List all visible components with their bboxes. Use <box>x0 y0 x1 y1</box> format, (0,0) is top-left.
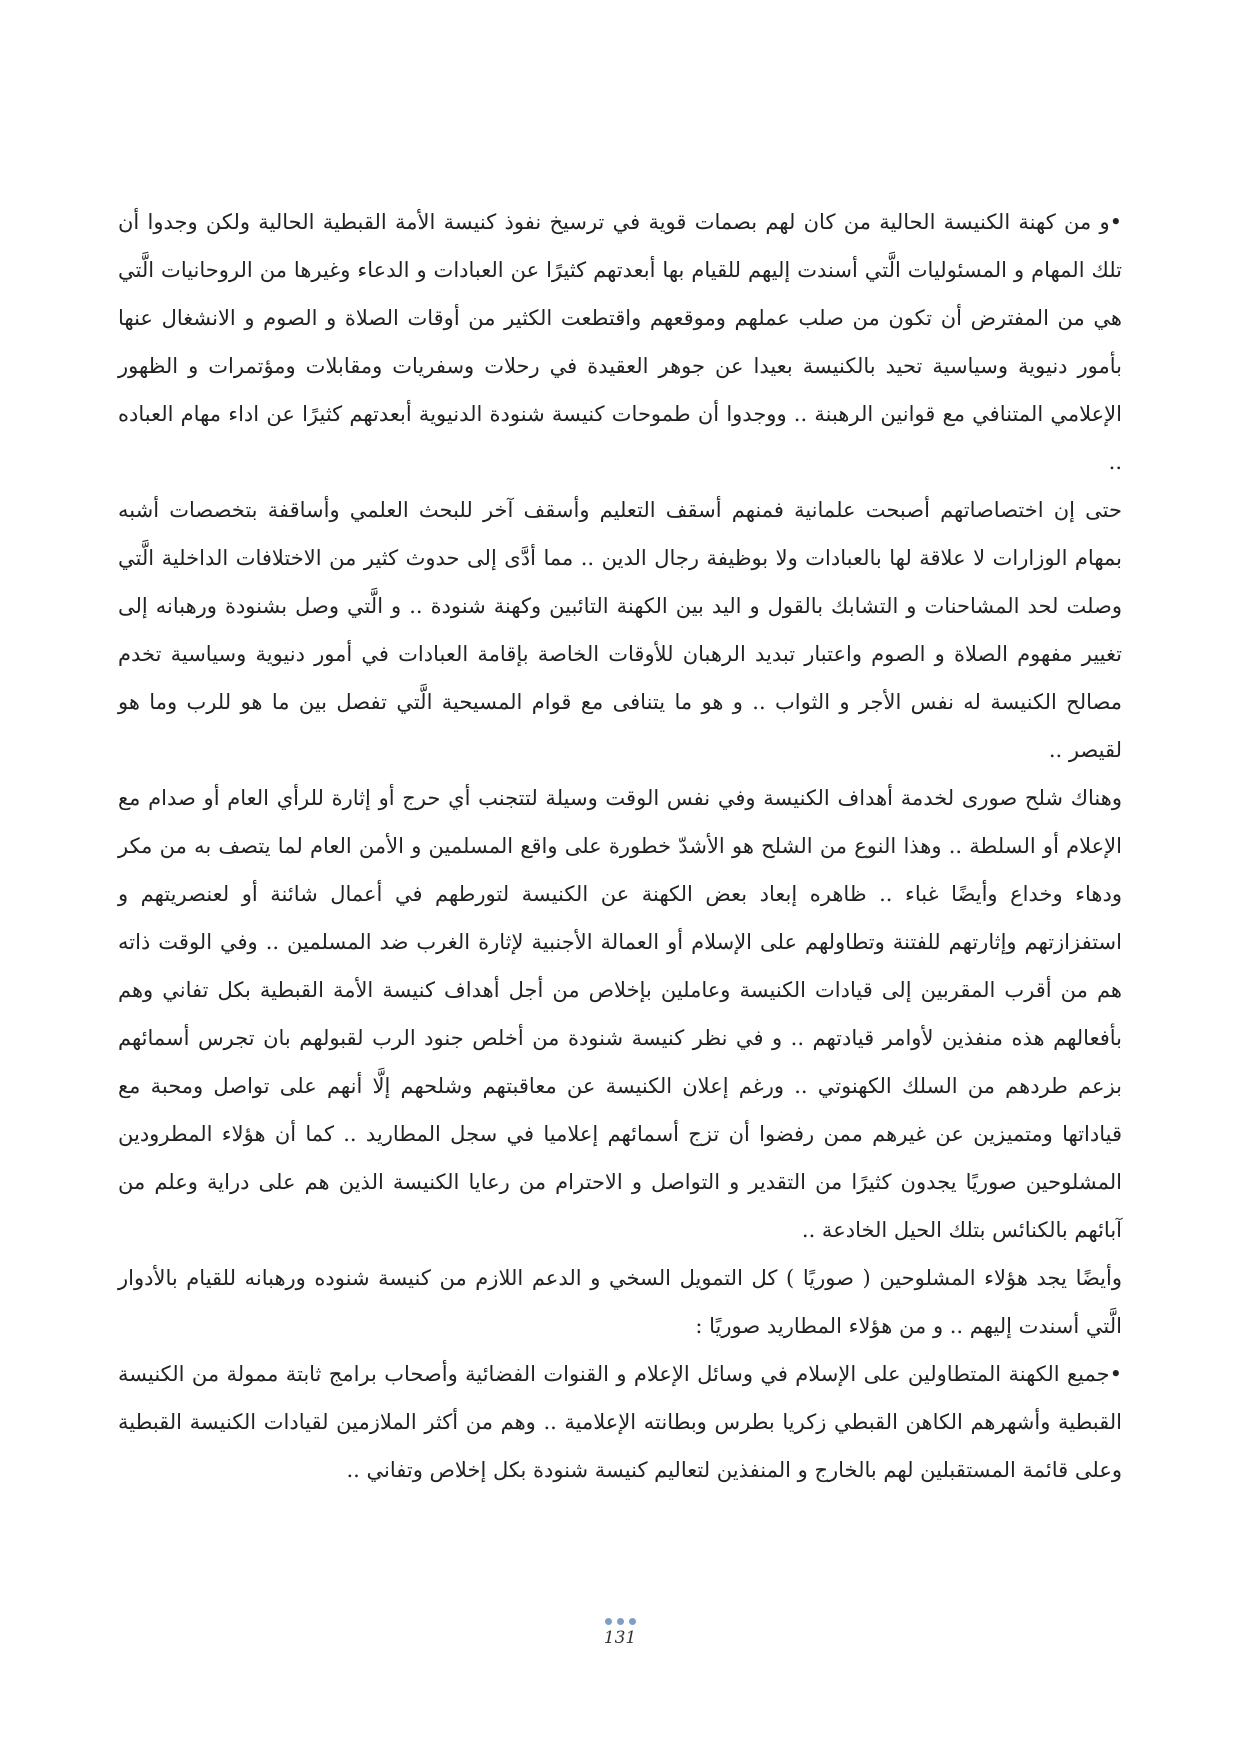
paragraph-3: وهناك شلح صورى لخدمة أهداف الكنيسة وفي نفس الوقت وسيلة لتتجنب أي حرج أو إثارة للرأي العام أو صدام مع الإعلام أو السلطة .. وهذا النوع من الشلح هو الأشدّ خطورة على واقع المسلمين و الأمن العام لما يتصف به من مكر ودهاء وخداع وأيضًا غباء .. ظاهره إبعاد بعض الكهنة عن الكنيسة لتورطهم في أعمال شائنة أو لعنصريتهم و استفزازتهم وإثارتهم للفتنة وتطاولهم على الإسلام أو العمالة الأجنبية لإثارة الغرب ضد المسلمين .. وفي الوقت ذاته هم من أقرب المقربين إلى قيادات الكنيسة وعاملين بإخلاص من أجل أهداف كنيسة الأمة القبطية بكل تفاني وهم بأفعالهم هذه منفذين لأوامر قيادتهم .. و في نظر كنيسة شنودة من أخلص جنود الرب لقبولهم بان تجرس أسمائهم بزعم طردهم من السلك الكهنوتي .. ورغم إعلان الكنيسة عن معاقبتهم وشلحهم إلَّا أنهم على تواصل ومحبة مع قياداتها ومتميزين عن غيرهم ممن رفضوا أن تزج أسمائهم إعلاميا في سجل المطاريد .. كما أن هؤلاء المطرودين المشلوحين صوريًا يجدون كثيرًا من التقدير و التواصل و الاحترام من رعايا الكنيسة الذين هم على دراية وعلم من آبائهم بالكنائس بتلك الحيل الخادعة .. <box>118 786 1122 1242</box>
paragraph-2: حتى إن اختصاصاتهم أصبحت علمانية فمنهم أسقف التعليم وأسقف آخر للبحث العلمي وأساقفة بتخصصات أشبه بمهام الوزارات لا علاقة لها بالعبادات ولا بوظيفة رجال الدين .. مما أدَّى إلى حدوث كثير من الاختلافات الداخلية الَّتي وصلت لحد المشاحنات و التشابك بالقول و اليد بين الكهنة التائبين وكهنة شنودة .. و الَّتي وصل بشنودة ورهبانه إلى تغيير مفهوم الصلاة و الصوم واعتبار تبديد الرهبان للأوقات الخاصة بإقامة العبادات في أمور دنيوية وسياسية تخدم مصالح الكنيسة له نفس الأجر و الثواب .. و هو ما يتنافى مع قوام المسيحية الَّتي تفصل بين ما هو للرب وما هو لقيصر .. <box>118 498 1122 762</box>
ornament-dots-icon <box>570 1616 670 1626</box>
paragraph-1: •و من كهنة الكنيسة الحالية من كان لهم بصمات قوية في ترسيخ نفوذ كنيسة الأمة القبطية الحالية ولكن وجدوا أن تلك المهام و المسئوليات الَّتي أسندت إليهم للقيام بها أبعدتهم كثيرًا عن العبادات و الدعاء وغيرها من الروحانيات الَّتي هي من المفترض أن تكون من صلب عملهم وموقعهم واقتطعت الكثير من أوقات الصلاة و الصوم و الانشغال عنها بأمور دنيوية وسياسية تحيد بالكنيسة بعيدا عن جوهر العقيدة في رحلات وسفريات ومقابلات ومؤتمرات و الظهور الإعلامي المتنافي مع قوانين الرهبنة .. ووجدوا أن طموحات كنيسة شنودة الدنيوية أبعدتهم كثيرًا عن اداء مهام العباده .. <box>118 210 1122 474</box>
dot-icon <box>605 1618 612 1625</box>
body-text <box>118 198 1122 1494</box>
dot-icon <box>629 1618 636 1625</box>
dot-icon <box>617 1618 624 1625</box>
page-number: 131 <box>603 1628 637 1648</box>
page-footer <box>570 1616 670 1648</box>
paragraph-4: وأيضًا يجد هؤلاء المشلوحين ( صوريًا ) كل التمويل السخي و الدعم اللازم من كنيسة شنوده ورهبانه للقيام بالأدوار الَّتي أسندت إليهم .. و من هؤلاء المطاريد صوريًا : <box>118 1266 1122 1338</box>
paragraph-5: •جميع الكهنة المتطاولين على الإسلام في وسائل الإعلام و القنوات الفضائية وأصحاب برامج ثابتة ممولة من الكنيسة القبطية وأشهرهم الكاهن القبطي زكريا بطرس وبطانته الإعلامية .. وهم من أكثر الملازمين لقيادات الكنيسة القبطية وعلى قائمة المستقبلين لهم بالخارج و المنفذين لتعاليم كنيسة شنودة بكل إخلاص وتفاني .. <box>118 1362 1122 1482</box>
